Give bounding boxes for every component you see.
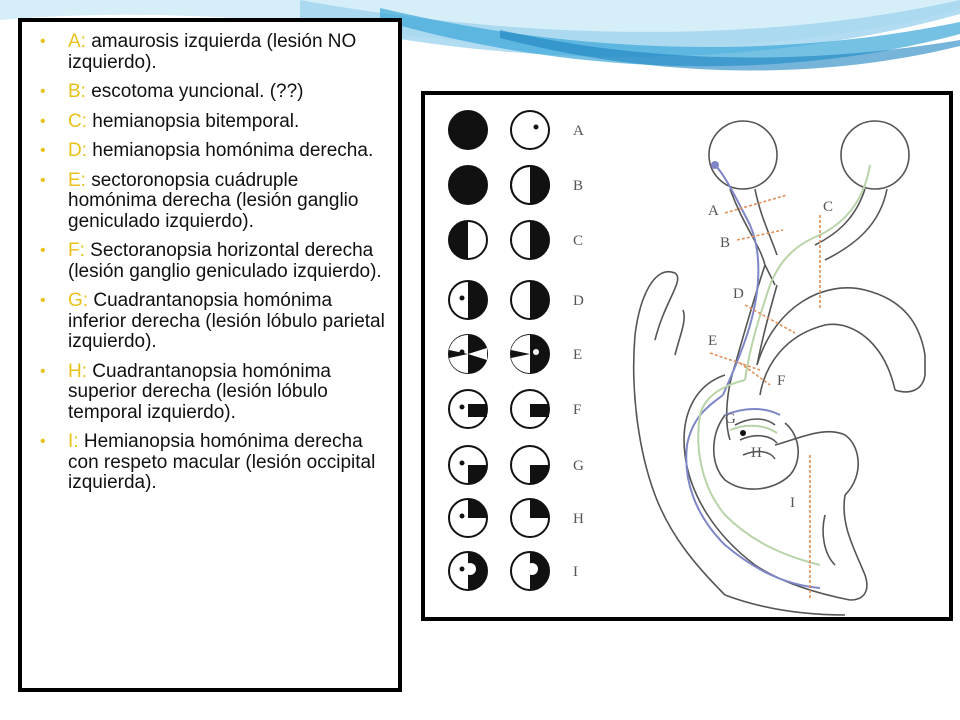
bullet-icon: • bbox=[40, 362, 46, 380]
bullet-icon: • bbox=[40, 171, 46, 189]
item-text: Hemianopsia homónima derecha con respeto macular (lesión occipital izquierda). bbox=[68, 431, 376, 493]
visual-field-row-c bbox=[449, 221, 583, 259]
bullet-icon: • bbox=[40, 142, 46, 159]
list-item bbox=[32, 112, 390, 133]
field-label: D bbox=[573, 293, 584, 309]
visual-field-row-a bbox=[449, 111, 584, 149]
item-text: hemianopsia homónima derecha. bbox=[87, 140, 374, 161]
right-eye-icon bbox=[841, 121, 909, 189]
item-text: Cuadrantanopsia homónima inferior derecha (lesión lóbulo parietal izquierdo). bbox=[68, 290, 385, 352]
visual-field-row-h bbox=[449, 499, 584, 537]
field-label: I bbox=[573, 564, 578, 580]
item-key: B: bbox=[68, 81, 86, 102]
list-item bbox=[32, 82, 390, 103]
path-label: B bbox=[720, 235, 731, 251]
visual-field-row-b bbox=[449, 166, 583, 204]
path-label: A bbox=[708, 203, 719, 219]
list-item bbox=[32, 241, 390, 282]
list-item bbox=[32, 171, 390, 233]
pathway-illustration bbox=[634, 121, 925, 615]
item-text: Cuadrantanopsia homónima superior derecha (lesión lóbulo temporal izquierdo). bbox=[68, 360, 331, 423]
path-label: F bbox=[777, 373, 786, 389]
list-item bbox=[32, 291, 390, 353]
item-text: sectoronopsia cuádruple homónima derecha (lesión ganglio geniculado izquierdo). bbox=[68, 169, 359, 232]
item-key: H: bbox=[68, 360, 87, 382]
list-item bbox=[32, 362, 390, 424]
visual-field-row-g bbox=[449, 446, 584, 484]
visual-pathway-figure bbox=[421, 91, 953, 621]
bullet-icon: • bbox=[40, 292, 46, 309]
item-text: escotoma yuncional. (??) bbox=[85, 81, 304, 102]
list-item bbox=[32, 141, 390, 162]
bullet-icon: • bbox=[40, 433, 46, 450]
field-label: A bbox=[573, 123, 584, 139]
item-text: hemianopsia bitemporal. bbox=[87, 110, 300, 132]
item-key: E: bbox=[68, 169, 86, 191]
visual-field-row-d bbox=[449, 281, 584, 319]
item-key: C: bbox=[68, 110, 87, 132]
item-text: amaurosis izquierda (lesión NO izquierdo). bbox=[68, 31, 357, 73]
field-label: B bbox=[573, 178, 584, 194]
bullet-icon: • bbox=[40, 112, 46, 130]
path-label: C bbox=[823, 199, 834, 215]
findings-text-panel bbox=[18, 18, 402, 692]
item-key: F: bbox=[68, 240, 85, 261]
visual-pathway-diagram bbox=[425, 95, 949, 617]
list-item bbox=[32, 432, 390, 494]
visual-defects-list bbox=[32, 32, 390, 494]
visual-field-row-e bbox=[449, 335, 582, 373]
field-label: H bbox=[573, 511, 584, 527]
path-label: E bbox=[708, 333, 718, 349]
item-key: I: bbox=[68, 431, 79, 452]
item-key: D: bbox=[68, 140, 87, 161]
field-label: C bbox=[573, 233, 584, 249]
left-eye-icon bbox=[709, 121, 777, 189]
field-label: G bbox=[573, 458, 584, 474]
path-label: I bbox=[790, 495, 795, 511]
path-label: D bbox=[733, 286, 744, 302]
item-key: G: bbox=[68, 290, 89, 311]
visual-field-row-i bbox=[449, 552, 578, 590]
field-label: F bbox=[573, 402, 582, 418]
bullet-icon: • bbox=[40, 242, 46, 259]
path-label: G bbox=[725, 411, 736, 427]
bullet-icon: • bbox=[40, 33, 46, 50]
item-text: Sectoranopsia horizontal derecha (lesión ganglio geniculado izquierdo). bbox=[68, 240, 382, 282]
path-label: H bbox=[751, 445, 762, 461]
item-key: A: bbox=[68, 31, 86, 52]
list-item bbox=[32, 32, 390, 73]
bullet-icon: • bbox=[40, 83, 46, 100]
field-label: E bbox=[573, 347, 583, 363]
visual-field-row-f bbox=[449, 390, 581, 428]
